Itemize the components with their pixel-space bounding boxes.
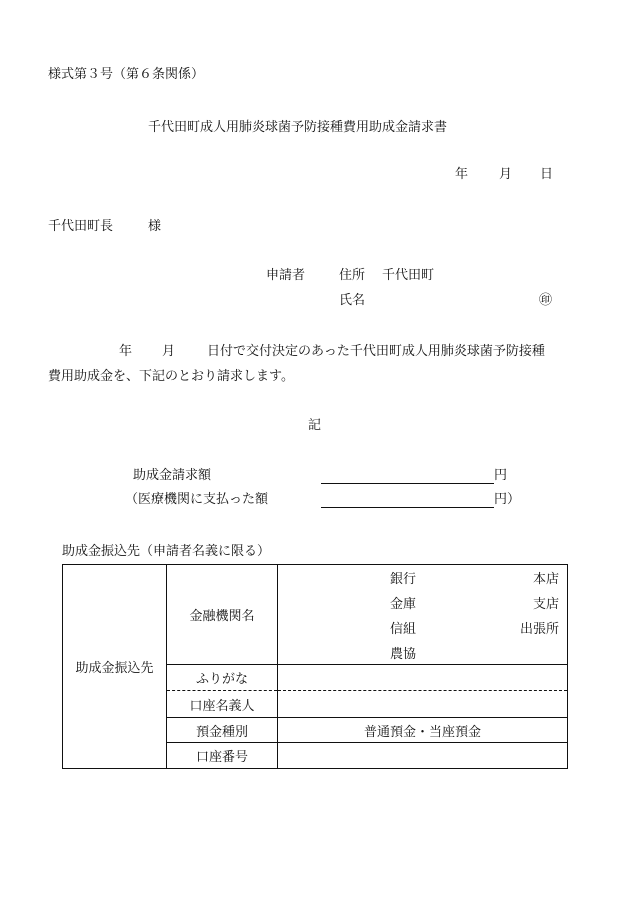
- account-number-label: 口座番号: [195, 750, 248, 765]
- seal-mark: ㊞: [539, 293, 553, 308]
- paid-amount-unit: 円）: [494, 492, 521, 507]
- request-amount-line: [321, 483, 494, 484]
- body-month: 月: [162, 344, 176, 359]
- request-amount-label: 助成金請求額: [133, 468, 212, 483]
- deposit-type-label-cell: [167, 718, 278, 743]
- date-month: 月: [499, 167, 513, 182]
- ki-heading: 記: [308, 418, 322, 433]
- institution-type-shinkumi: 信組: [390, 621, 417, 637]
- institution-label: 金融機関名: [189, 609, 255, 624]
- account-holder-label-cell: [167, 691, 278, 718]
- address-value: 千代田町: [382, 268, 435, 283]
- institution-type-shinkin: 金庫: [390, 596, 417, 612]
- account-number-label-cell: [167, 743, 278, 769]
- paid-amount-label: （医療機関に支払った額: [125, 492, 269, 507]
- bank-transfer-table: [62, 564, 568, 769]
- row-header-cell: [63, 565, 167, 769]
- request-amount-unit: 円: [494, 468, 508, 483]
- body-line2: 費用助成金を、下記のとおり請求します。: [48, 369, 294, 384]
- transfer-heading: 助成金振込先（申請者名義に限る）: [62, 544, 271, 559]
- row-header: 助成金振込先: [75, 661, 154, 676]
- addressee-honorific: 様: [148, 219, 162, 234]
- institution-value-cell: [278, 565, 568, 665]
- name-label: 氏名: [339, 293, 366, 308]
- date-day: 日: [540, 167, 554, 182]
- furigana-value-cell: [278, 665, 568, 691]
- deposit-type-label: 預金種別: [195, 724, 248, 740]
- date-year: 年: [455, 167, 469, 182]
- form-number: 様式第３号（第６条関係）: [48, 67, 205, 82]
- document-title: 千代田町成人用肺炎球菌予防接種費用助成金請求書: [148, 120, 448, 135]
- branch-type-office: 出張所: [519, 621, 559, 637]
- account-number-value-cell: [278, 743, 568, 769]
- applicant-label: 申請者: [266, 268, 306, 283]
- furigana-label: ふりがな: [195, 672, 248, 687]
- paid-amount-line: [321, 507, 494, 508]
- institution-type-nokyo: 農協: [390, 646, 417, 662]
- institution-type-bank: 銀行: [390, 571, 417, 587]
- furigana-label-cell: [167, 665, 278, 691]
- deposit-type-value: 普通預金・当座預金: [363, 724, 481, 740]
- deposit-type-value-cell: [278, 718, 568, 743]
- address-label: 住所: [339, 268, 366, 283]
- branch-type-branch: 支店: [532, 596, 559, 612]
- account-holder-value-cell: [278, 691, 568, 718]
- account-holder-label: 口座名義人: [189, 698, 255, 714]
- institution-row: [63, 565, 568, 665]
- addressee-name: 千代田町長: [48, 219, 114, 234]
- body-line1: 日付で交付決定のあった千代田町成人用肺炎球菌予防接種: [207, 344, 545, 359]
- branch-type-head: 本店: [532, 571, 559, 587]
- institution-label-cell: [167, 565, 278, 665]
- body-year: 年: [119, 344, 133, 359]
